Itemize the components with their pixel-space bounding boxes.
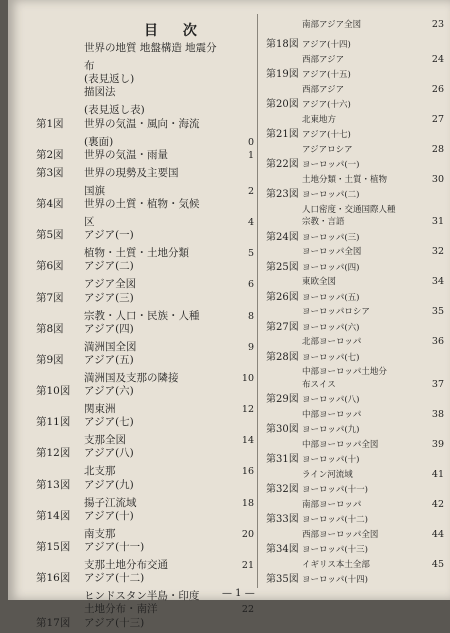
figure-number: 第19図 (266, 69, 299, 81)
toc-line (36, 84, 254, 102)
figure-number: 第8図 (36, 322, 64, 335)
entry-title: 北部ヨーロッパ (302, 337, 362, 348)
page-number: 26 (431, 83, 444, 95)
toc-entry (266, 155, 444, 185)
toc-line (266, 468, 444, 481)
toc-line (36, 276, 254, 289)
entry-title: 区 (84, 215, 95, 228)
toc-line (266, 215, 444, 228)
page-number: 34 (431, 276, 444, 288)
toc-line (266, 95, 444, 112)
entry-title: 布 (84, 60, 95, 72)
toc-entry (36, 40, 254, 84)
entry-title: ヨーロッパ(六) (302, 322, 360, 333)
page-number: 24 (431, 53, 444, 65)
toc-entry (36, 539, 254, 570)
toc-line (266, 203, 444, 216)
toc-line (266, 185, 444, 202)
toc-entry (36, 352, 254, 383)
entry-title: ヨーロッパ(八) (302, 395, 360, 406)
entry-title: 世界の土質・植物・気候 (84, 197, 200, 210)
toc-line (36, 147, 254, 165)
entry-title: 西部ヨーロッパ全図 (302, 529, 379, 540)
page-number: 37 (431, 378, 444, 390)
toc-line (266, 480, 444, 497)
page-number: 8 (247, 310, 254, 322)
entry-title: アジア(一) (84, 229, 134, 242)
figure-number: 第24図 (266, 231, 299, 243)
toc-entry (266, 450, 444, 480)
toc-line (266, 245, 444, 258)
entry-title: 世界の気温・雨量 (84, 148, 168, 161)
page-number: 16 (241, 466, 254, 478)
toc-line (36, 570, 254, 588)
figure-number: 第31図 (266, 454, 299, 466)
toc-entry (266, 185, 444, 228)
toc-line (266, 438, 444, 451)
figure-number: 第5図 (36, 229, 64, 242)
toc-entry (36, 321, 254, 352)
toc-entry (36, 147, 254, 165)
toc-line (36, 495, 254, 508)
entry-title: アジア(二) (84, 260, 134, 273)
toc-entry (266, 65, 444, 95)
entry-title: (表見返し) (84, 73, 135, 86)
toc-entry (266, 228, 444, 258)
toc-entry (36, 445, 254, 476)
figure-number: 第9図 (36, 353, 64, 366)
entry-title: 北東地方 (302, 114, 337, 125)
entry-title: 世界の現勢及主要国 (84, 166, 179, 179)
figure-number: 第7図 (36, 291, 64, 304)
book-page (8, 0, 450, 629)
toc-entry (36, 116, 254, 147)
entry-title: アジア(四) (84, 322, 134, 335)
entry-title: 植物・土質・土地分類 (84, 247, 189, 260)
toc-line (36, 508, 254, 526)
page-number: 22 (241, 604, 254, 616)
page-number: 6 (247, 279, 254, 291)
page-number: 9 (247, 341, 254, 353)
toc-line (266, 408, 444, 421)
toc-line (266, 390, 444, 407)
toc-line (266, 143, 444, 156)
toc-entry (266, 95, 444, 125)
entry-title: 南部ヨーロッパ (302, 499, 362, 510)
toc-line (266, 35, 444, 52)
page-number: 18 (241, 497, 254, 509)
page-number: 31 (431, 216, 444, 228)
figure-number: 第20図 (266, 99, 299, 111)
toc-line (266, 173, 444, 186)
toc-line (36, 40, 254, 58)
page-number: 44 (431, 528, 444, 540)
toc-entry (36, 477, 254, 508)
figure-number: 第4図 (36, 197, 64, 210)
toc-line (266, 258, 444, 275)
toc-line (36, 245, 254, 258)
toc-entry (266, 18, 444, 35)
page-number: 35 (431, 306, 444, 318)
toc-entry (266, 570, 444, 587)
toc-line (36, 321, 254, 339)
toc-line (36, 134, 254, 147)
toc-entry (36, 258, 254, 289)
entry-title: ヒンドスタン半島・印度 (84, 590, 200, 603)
toc-line (266, 275, 444, 288)
page-number: 14 (241, 435, 254, 447)
toc-line (36, 557, 254, 570)
toc-entry (36, 414, 254, 445)
toc-entry (266, 390, 444, 420)
entry-title: アジア(三) (84, 291, 134, 304)
toc-line (266, 558, 444, 571)
toc-line (266, 378, 444, 391)
entry-title: 東欧全図 (302, 277, 337, 288)
entry-title: アジア(十三) (84, 616, 145, 629)
entry-title: 世界の気温・風向・海流 (84, 117, 200, 130)
entry-title: アジア(九) (84, 478, 134, 491)
toc-line (36, 539, 254, 557)
entry-title: 北支那 (84, 465, 116, 478)
page-number: 23 (431, 19, 444, 30)
toc-line (266, 305, 444, 318)
column-divider (257, 14, 258, 588)
entry-title: ヨーロッパ(十四) (302, 575, 368, 586)
page-number: 21 (241, 560, 254, 571)
toc-line (36, 383, 254, 401)
toc-entry (36, 84, 254, 115)
figure-number: 第11図 (36, 416, 71, 429)
entry-title: 支那土地分布交通 (84, 559, 168, 571)
toc-line (36, 308, 254, 321)
entry-title: ライン河流域 (302, 469, 353, 480)
toc-entry (266, 258, 444, 288)
toc-entry (266, 125, 444, 155)
toc-line (36, 58, 254, 71)
entry-title: ヨーロッパ(五) (302, 292, 360, 303)
toc-entry (36, 196, 254, 227)
toc-line (266, 18, 444, 35)
entry-title: 宗教・人口・民族・人種 (84, 309, 200, 322)
toc-line (36, 165, 254, 183)
toc-line (36, 463, 254, 476)
toc-line (36, 401, 254, 414)
figure-number: 第18図 (266, 39, 299, 51)
figure-number: 第30図 (266, 424, 299, 436)
toc-line (36, 477, 254, 495)
entry-title: ヨーロッパ(一) (302, 160, 360, 171)
toc-line (36, 227, 254, 245)
entry-title: 中部ヨーロッパ (302, 409, 362, 420)
toc-line (266, 113, 444, 126)
page-number: 30 (431, 173, 444, 185)
toc-entry (36, 290, 254, 321)
toc-entry (266, 348, 444, 391)
page-number: 2 (247, 185, 254, 197)
page-number: 10 (241, 372, 254, 384)
page-number: 38 (431, 408, 444, 420)
toc-line (36, 290, 254, 308)
entry-title: ヨーロッパ(七) (302, 352, 360, 363)
entry-title: 土地分布・南洋 (84, 603, 158, 616)
figure-number: 第14図 (36, 509, 71, 522)
page-number: 45 (431, 558, 444, 570)
toc-line (36, 445, 254, 463)
toc-line (36, 71, 254, 84)
figure-number: 第6図 (36, 260, 64, 273)
entry-title: アジア(八) (84, 447, 134, 460)
toc-line (266, 318, 444, 335)
toc-line (266, 53, 444, 66)
entry-title: 土地分類・土質・植物 (302, 174, 388, 185)
figure-number: 第12図 (36, 447, 71, 460)
toc-line (36, 526, 254, 539)
page-number: 27 (431, 113, 444, 125)
page-number: 41 (431, 468, 444, 480)
toc-entry (36, 227, 254, 258)
toc-line (266, 228, 444, 245)
toc-entry (36, 615, 254, 633)
toc-line (266, 498, 444, 511)
page-number: 5 (247, 248, 254, 260)
figure-number: 第10図 (36, 385, 71, 398)
entry-title: ヨーロッパ(三) (302, 232, 360, 243)
figure-number: 第23図 (266, 189, 299, 201)
figure-number: 第34図 (266, 544, 299, 556)
figure-number: 第32図 (266, 484, 299, 496)
toc-line (266, 65, 444, 82)
entry-title: アジア(十) (84, 509, 134, 522)
entry-title: 中部ヨーロッパ全図 (302, 439, 379, 450)
page-title: 目 次 (144, 23, 207, 39)
entry-title: 西部アジア (302, 84, 345, 95)
entry-title: アジア(七) (84, 416, 134, 429)
toc-line (266, 510, 444, 527)
entry-title: 揚子江流域 (84, 496, 137, 509)
toc-line (36, 339, 254, 352)
entry-title: ヨーロッパ全図 (302, 247, 362, 258)
entry-title: アジア(十四) (302, 40, 351, 51)
entry-title: アジア(五) (84, 353, 134, 366)
entry-title: 満洲国及支那の隣接 (84, 371, 179, 384)
toc-line (36, 615, 254, 633)
figure-number: 第15図 (36, 541, 71, 553)
figure-number: 第33図 (266, 514, 299, 526)
entry-title: 満洲国全図 (84, 340, 137, 353)
toc-line (36, 214, 254, 227)
toc-line (36, 370, 254, 383)
entry-title: 描図法 (84, 86, 116, 99)
figure-number: 第16図 (36, 572, 71, 585)
page-number: 12 (241, 404, 254, 416)
entry-title: ヨーロッパロシア (302, 307, 370, 318)
entry-title: ヨーロッパ(十一) (302, 485, 368, 496)
toc-line (266, 540, 444, 557)
toc-entry (266, 420, 444, 450)
figure-number: 第21図 (266, 129, 299, 141)
entry-title: ヨーロッパ(二) (302, 190, 360, 201)
entry-title: 布スイス (302, 379, 336, 390)
toc-line (266, 155, 444, 172)
toc-line (266, 528, 444, 541)
page-number: 0 (247, 136, 254, 148)
entry-title: ヨーロッパ(十二) (302, 515, 368, 526)
entry-title: ヨーロッパ(十三) (302, 545, 368, 556)
toc-entry (266, 318, 444, 348)
toc-line (36, 102, 254, 115)
toc-line (36, 116, 254, 134)
toc-line (266, 348, 444, 365)
entry-title: 南支那 (84, 527, 116, 540)
toc-entry (266, 480, 444, 510)
figure-number: 第35図 (266, 574, 299, 586)
toc-line (266, 365, 444, 378)
page-number: 36 (431, 336, 444, 348)
figure-number: 第25図 (266, 261, 299, 273)
toc-line (266, 288, 444, 305)
figure-number: 第2図 (36, 148, 64, 161)
toc-entry (266, 288, 444, 318)
page-number: 1 (247, 149, 254, 161)
page-footer: — 1 — (222, 588, 255, 599)
entry-title: アジア(十一) (84, 541, 145, 553)
figure-number: 第22図 (266, 159, 299, 171)
entry-title: アジア(十七) (302, 130, 351, 141)
toc-entry (36, 165, 254, 196)
toc-line (36, 414, 254, 432)
toc-entry (266, 540, 444, 570)
entry-title: アジア(十五) (302, 70, 351, 81)
toc-line (36, 601, 254, 614)
entry-title: 人口密度・交通国際人種 (302, 204, 396, 215)
entry-title: イギリス本土全部 (302, 559, 370, 570)
page-number: 4 (247, 216, 254, 228)
toc-entry (266, 35, 444, 65)
page-number: 20 (241, 528, 254, 540)
left-column (36, 40, 254, 633)
entry-title: アジアロシア (302, 144, 353, 155)
page-number: 39 (431, 438, 444, 450)
toc-entry (36, 508, 254, 539)
toc-line (266, 83, 444, 96)
entry-title: (表見返し表) (84, 104, 145, 117)
right-column (266, 18, 444, 588)
entry-title: (裏面) (84, 135, 114, 148)
figure-number: 第28図 (266, 351, 299, 363)
entry-title: 西部アジア (302, 54, 345, 65)
entry-title: 世界の地質 地盤構造 地震分 (84, 42, 217, 54)
figure-number: 第17図 (36, 616, 71, 629)
figure-number: 第3図 (36, 166, 64, 179)
entry-title: ヨーロッパ(四) (302, 262, 360, 273)
entry-title: アジア(六) (84, 385, 134, 398)
toc-line (36, 183, 254, 196)
toc-line (266, 570, 444, 587)
entry-title: アジア全図 (84, 278, 137, 291)
page-number: 32 (431, 246, 444, 258)
page-number: 28 (431, 143, 444, 155)
toc-line (36, 432, 254, 445)
entry-title: 南部アジア全図 (302, 20, 362, 30)
entry-title: アジア(十六) (302, 100, 351, 111)
figure-number: 第27図 (266, 321, 299, 333)
entry-title: 中部ヨーロッパ土地分 (302, 367, 387, 378)
toc-line (36, 196, 254, 214)
figure-number: 第29図 (266, 394, 299, 406)
figure-number: 第13図 (36, 478, 71, 491)
entry-title: ヨーロッパ(十) (302, 455, 360, 466)
entry-title: 支那全図 (84, 434, 126, 447)
toc-line (266, 335, 444, 348)
figure-number: 第26図 (266, 291, 299, 303)
figure-number: 第1図 (36, 117, 64, 130)
entry-title: アジア(十二) (84, 572, 145, 585)
toc-line (36, 258, 254, 276)
toc-line (266, 420, 444, 437)
toc-entry (36, 383, 254, 414)
entry-title: 関東洲 (84, 403, 116, 416)
toc-line (36, 352, 254, 370)
entry-title: 宗教・言語 (302, 217, 345, 228)
page-number: 42 (431, 498, 444, 510)
toc-entry (266, 510, 444, 540)
toc-line (266, 450, 444, 467)
entry-title: 国旗 (84, 184, 105, 197)
toc-line (266, 125, 444, 142)
entry-title: ヨーロッパ(九) (302, 425, 360, 436)
